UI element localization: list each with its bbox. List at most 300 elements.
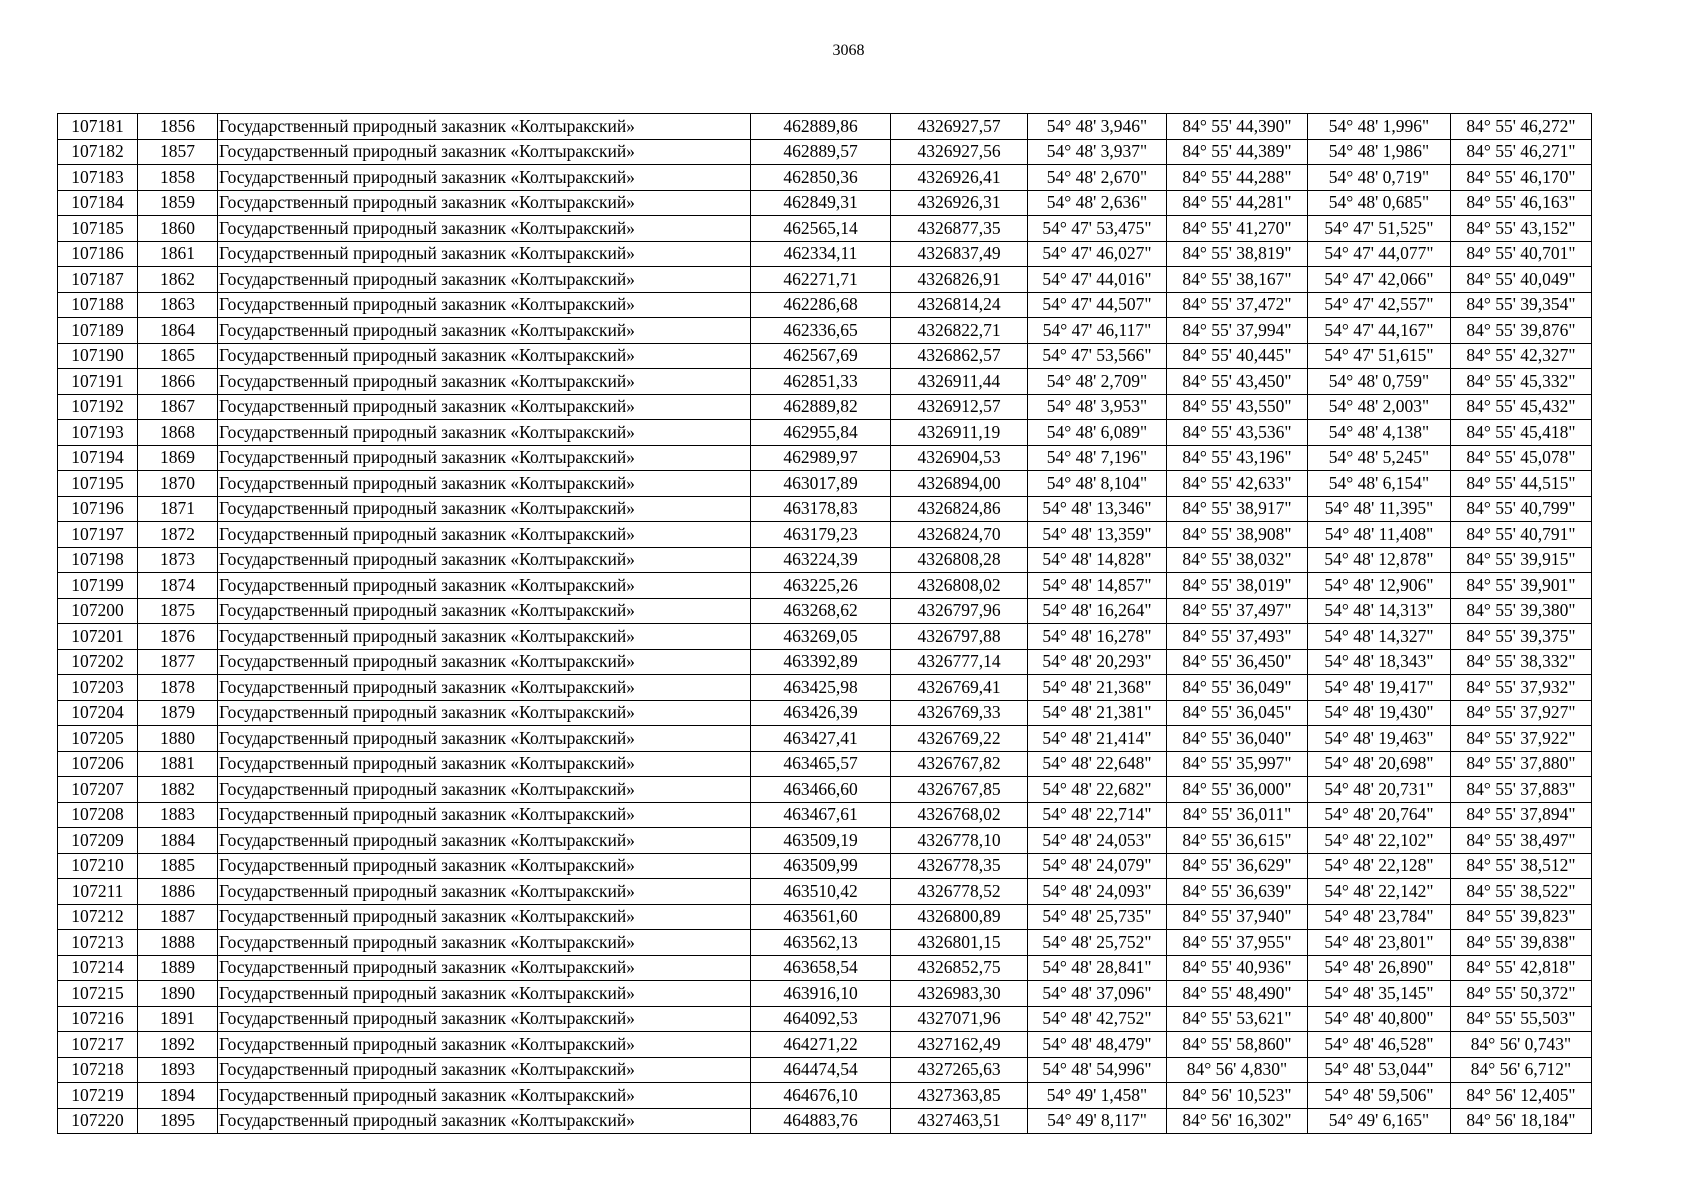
latitude-cell: 54° 47' 53,566" [1028, 343, 1167, 369]
longitude-cell: 84° 55' 36,040" [1167, 726, 1308, 752]
latitude-cell: 54° 49' 1,458" [1028, 1083, 1167, 1109]
longitude-cell: 84° 56' 4,830" [1167, 1057, 1308, 1083]
longitude-cell: 84° 55' 43,196" [1167, 445, 1308, 471]
latitude-cell: 54° 48' 13,346" [1028, 496, 1167, 522]
y-coordinate-cell: 4326801,15 [891, 930, 1028, 956]
y-coordinate-cell: 4326927,56 [891, 139, 1028, 165]
longitude-alt-cell: 84° 55' 43,152" [1451, 216, 1592, 242]
table-row [58, 445, 1592, 471]
table-row [58, 726, 1592, 752]
latitude-cell: 54° 48' 25,752" [1028, 930, 1167, 956]
y-coordinate-cell: 4327265,63 [891, 1057, 1028, 1083]
territory-name-cell: Государственный природный заказник «Колтыракский» [218, 1108, 751, 1134]
longitude-cell: 84° 55' 40,936" [1167, 955, 1308, 981]
longitude-alt-cell: 84° 55' 37,922" [1451, 726, 1592, 752]
x-coordinate-cell: 462850,36 [751, 165, 891, 191]
table-row [58, 267, 1592, 293]
x-coordinate-cell: 464271,22 [751, 1032, 891, 1058]
latitude-alt-cell: 54° 48' 4,138" [1308, 420, 1451, 446]
latitude-alt-cell: 54° 48' 12,906" [1308, 573, 1451, 599]
latitude-alt-cell: 54° 47' 42,066" [1308, 267, 1451, 293]
table-row [58, 394, 1592, 420]
territory-name-cell: Государственный природный заказник «Колтыракский» [218, 139, 751, 165]
latitude-alt-cell: 54° 48' 35,145" [1308, 981, 1451, 1007]
record-id-cell: 107219 [58, 1083, 138, 1109]
y-coordinate-cell: 4326862,57 [891, 343, 1028, 369]
x-coordinate-cell: 463425,98 [751, 675, 891, 701]
latitude-alt-cell: 54° 48' 19,430" [1308, 700, 1451, 726]
latitude-alt-cell: 54° 49' 6,165" [1308, 1108, 1451, 1134]
longitude-cell: 84° 55' 37,994" [1167, 318, 1308, 344]
y-coordinate-cell: 4326911,19 [891, 420, 1028, 446]
point-number-cell: 1884 [138, 828, 218, 854]
table-row [58, 343, 1592, 369]
longitude-alt-cell: 84° 55' 46,272" [1451, 114, 1592, 140]
territory-name-cell: Государственный природный заказник «Колтыракский» [218, 981, 751, 1007]
record-id-cell: 107194 [58, 445, 138, 471]
latitude-cell: 54° 48' 7,196" [1028, 445, 1167, 471]
longitude-alt-cell: 84° 55' 39,901" [1451, 573, 1592, 599]
longitude-cell: 84° 55' 41,270" [1167, 216, 1308, 242]
latitude-cell: 54° 49' 8,117" [1028, 1108, 1167, 1134]
latitude-alt-cell: 54° 48' 20,764" [1308, 802, 1451, 828]
y-coordinate-cell: 4326822,71 [891, 318, 1028, 344]
latitude-cell: 54° 48' 24,079" [1028, 853, 1167, 879]
latitude-alt-cell: 54° 48' 1,986" [1308, 139, 1451, 165]
page-number: 3068 [832, 42, 865, 59]
latitude-cell: 54° 48' 2,636" [1028, 190, 1167, 216]
territory-name-cell: Государственный природный заказник «Колтыракский» [218, 573, 751, 599]
latitude-cell: 54° 48' 13,359" [1028, 522, 1167, 548]
x-coordinate-cell: 463466,60 [751, 777, 891, 803]
y-coordinate-cell: 4326808,28 [891, 547, 1028, 573]
latitude-alt-cell: 54° 48' 18,343" [1308, 649, 1451, 675]
territory-name-cell: Государственный природный заказник «Колтыракский» [218, 1083, 751, 1109]
longitude-cell: 84° 55' 38,167" [1167, 267, 1308, 293]
table-body [58, 114, 1592, 1134]
longitude-alt-cell: 84° 55' 46,163" [1451, 190, 1592, 216]
latitude-cell: 54° 48' 3,946" [1028, 114, 1167, 140]
longitude-cell: 84° 55' 38,019" [1167, 573, 1308, 599]
record-id-cell: 107188 [58, 292, 138, 318]
longitude-alt-cell: 84° 55' 39,354" [1451, 292, 1592, 318]
record-id-cell: 107205 [58, 726, 138, 752]
latitude-alt-cell: 54° 48' 1,996" [1308, 114, 1451, 140]
x-coordinate-cell: 462889,57 [751, 139, 891, 165]
point-number-cell: 1870 [138, 471, 218, 497]
longitude-cell: 84° 55' 58,860" [1167, 1032, 1308, 1058]
record-id-cell: 107187 [58, 267, 138, 293]
longitude-cell: 84° 55' 53,621" [1167, 1006, 1308, 1032]
y-coordinate-cell: 4326824,86 [891, 496, 1028, 522]
x-coordinate-cell: 463509,19 [751, 828, 891, 854]
record-id-cell: 107201 [58, 624, 138, 650]
point-number-cell: 1883 [138, 802, 218, 828]
longitude-alt-cell: 84° 56' 6,712" [1451, 1057, 1592, 1083]
territory-name-cell: Государственный природный заказник «Колтыракский» [218, 700, 751, 726]
longitude-alt-cell: 84° 55' 42,818" [1451, 955, 1592, 981]
y-coordinate-cell: 4327162,49 [891, 1032, 1028, 1058]
point-number-cell: 1888 [138, 930, 218, 956]
table-row [58, 624, 1592, 650]
point-number-cell: 1887 [138, 904, 218, 930]
longitude-alt-cell: 84° 55' 40,791" [1451, 522, 1592, 548]
y-coordinate-cell: 4326767,85 [891, 777, 1028, 803]
record-id-cell: 107217 [58, 1032, 138, 1058]
y-coordinate-cell: 4326797,96 [891, 598, 1028, 624]
x-coordinate-cell: 462851,33 [751, 369, 891, 395]
longitude-cell: 84° 55' 37,955" [1167, 930, 1308, 956]
latitude-alt-cell: 54° 48' 59,506" [1308, 1083, 1451, 1109]
point-number-cell: 1865 [138, 343, 218, 369]
y-coordinate-cell: 4326837,49 [891, 241, 1028, 267]
latitude-cell: 54° 47' 44,507" [1028, 292, 1167, 318]
territory-name-cell: Государственный природный заказник «Колтыракский» [218, 318, 751, 344]
point-number-cell: 1891 [138, 1006, 218, 1032]
coordinates-table [57, 113, 1592, 1134]
longitude-cell: 84° 55' 48,490" [1167, 981, 1308, 1007]
point-number-cell: 1881 [138, 751, 218, 777]
latitude-alt-cell: 54° 48' 22,102" [1308, 828, 1451, 854]
longitude-alt-cell: 84° 55' 39,915" [1451, 547, 1592, 573]
x-coordinate-cell: 462889,86 [751, 114, 891, 140]
table-row [58, 751, 1592, 777]
point-number-cell: 1864 [138, 318, 218, 344]
longitude-cell: 84° 55' 43,550" [1167, 394, 1308, 420]
longitude-cell: 84° 55' 36,011" [1167, 802, 1308, 828]
latitude-alt-cell: 54° 48' 22,128" [1308, 853, 1451, 879]
y-coordinate-cell: 4326904,53 [891, 445, 1028, 471]
x-coordinate-cell: 462989,97 [751, 445, 891, 471]
territory-name-cell: Государственный природный заказник «Колтыракский» [218, 624, 751, 650]
record-id-cell: 107190 [58, 343, 138, 369]
y-coordinate-cell: 4326808,02 [891, 573, 1028, 599]
point-number-cell: 1894 [138, 1083, 218, 1109]
longitude-cell: 84° 55' 42,633" [1167, 471, 1308, 497]
longitude-alt-cell: 84° 55' 39,380" [1451, 598, 1592, 624]
table-row [58, 828, 1592, 854]
y-coordinate-cell: 4326769,22 [891, 726, 1028, 752]
x-coordinate-cell: 463658,54 [751, 955, 891, 981]
x-coordinate-cell: 462889,82 [751, 394, 891, 420]
territory-name-cell: Государственный природный заказник «Колтыракский» [218, 292, 751, 318]
latitude-alt-cell: 54° 48' 40,800" [1308, 1006, 1451, 1032]
latitude-cell: 54° 48' 21,381" [1028, 700, 1167, 726]
longitude-cell: 84° 55' 44,390" [1167, 114, 1308, 140]
table-row [58, 1057, 1592, 1083]
y-coordinate-cell: 4326768,02 [891, 802, 1028, 828]
y-coordinate-cell: 4326778,10 [891, 828, 1028, 854]
y-coordinate-cell: 4326926,31 [891, 190, 1028, 216]
latitude-alt-cell: 54° 47' 42,557" [1308, 292, 1451, 318]
y-coordinate-cell: 4326769,33 [891, 700, 1028, 726]
latitude-alt-cell: 54° 48' 0,719" [1308, 165, 1451, 191]
longitude-alt-cell: 84° 55' 38,332" [1451, 649, 1592, 675]
longitude-cell: 84° 55' 37,940" [1167, 904, 1308, 930]
longitude-alt-cell: 84° 55' 37,932" [1451, 675, 1592, 701]
longitude-cell: 84° 55' 37,472" [1167, 292, 1308, 318]
x-coordinate-cell: 464676,10 [751, 1083, 891, 1109]
longitude-cell: 84° 55' 38,908" [1167, 522, 1308, 548]
longitude-alt-cell: 84° 55' 45,332" [1451, 369, 1592, 395]
latitude-cell: 54° 48' 54,996" [1028, 1057, 1167, 1083]
latitude-alt-cell: 54° 48' 12,878" [1308, 547, 1451, 573]
x-coordinate-cell: 462334,11 [751, 241, 891, 267]
y-coordinate-cell: 4326800,89 [891, 904, 1028, 930]
point-number-cell: 1866 [138, 369, 218, 395]
x-coordinate-cell: 463465,57 [751, 751, 891, 777]
territory-name-cell: Государственный природный заказник «Колтыракский» [218, 547, 751, 573]
record-id-cell: 107191 [58, 369, 138, 395]
table-row [58, 496, 1592, 522]
x-coordinate-cell: 463017,89 [751, 471, 891, 497]
table-row [58, 241, 1592, 267]
latitude-alt-cell: 54° 48' 14,327" [1308, 624, 1451, 650]
longitude-alt-cell: 84° 55' 40,049" [1451, 267, 1592, 293]
latitude-alt-cell: 54° 48' 22,142" [1308, 879, 1451, 905]
territory-name-cell: Государственный природный заказник «Колтыракский» [218, 420, 751, 446]
longitude-alt-cell: 84° 55' 40,799" [1451, 496, 1592, 522]
point-number-cell: 1876 [138, 624, 218, 650]
territory-name-cell: Государственный природный заказник «Колтыракский» [218, 675, 751, 701]
y-coordinate-cell: 4326927,57 [891, 114, 1028, 140]
longitude-alt-cell: 84° 55' 46,271" [1451, 139, 1592, 165]
territory-name-cell: Государственный природный заказник «Колтыракский» [218, 726, 751, 752]
longitude-alt-cell: 84° 55' 37,883" [1451, 777, 1592, 803]
point-number-cell: 1862 [138, 267, 218, 293]
point-number-cell: 1858 [138, 165, 218, 191]
latitude-cell: 54° 48' 3,953" [1028, 394, 1167, 420]
territory-name-cell: Государственный природный заказник «Колтыракский» [218, 394, 751, 420]
table-row [58, 471, 1592, 497]
longitude-alt-cell: 84° 55' 50,372" [1451, 981, 1592, 1007]
point-number-cell: 1869 [138, 445, 218, 471]
longitude-alt-cell: 84° 55' 37,894" [1451, 802, 1592, 828]
record-id-cell: 107216 [58, 1006, 138, 1032]
latitude-alt-cell: 54° 48' 20,698" [1308, 751, 1451, 777]
record-id-cell: 107193 [58, 420, 138, 446]
point-number-cell: 1889 [138, 955, 218, 981]
latitude-alt-cell: 54° 48' 19,463" [1308, 726, 1451, 752]
longitude-alt-cell: 84° 55' 45,418" [1451, 420, 1592, 446]
territory-name-cell: Государственный природный заказник «Колтыракский» [218, 955, 751, 981]
point-number-cell: 1874 [138, 573, 218, 599]
x-coordinate-cell: 463916,10 [751, 981, 891, 1007]
table-row [58, 904, 1592, 930]
latitude-cell: 54° 48' 2,670" [1028, 165, 1167, 191]
territory-name-cell: Государственный природный заказник «Колтыракский» [218, 369, 751, 395]
table-row [58, 955, 1592, 981]
territory-name-cell: Государственный природный заказник «Колтыракский» [218, 904, 751, 930]
x-coordinate-cell: 463178,83 [751, 496, 891, 522]
latitude-cell: 54° 48' 8,104" [1028, 471, 1167, 497]
x-coordinate-cell: 463561,60 [751, 904, 891, 930]
territory-name-cell: Государственный природный заказник «Колтыракский» [218, 496, 751, 522]
longitude-alt-cell: 84° 55' 39,838" [1451, 930, 1592, 956]
point-number-cell: 1867 [138, 394, 218, 420]
latitude-alt-cell: 54° 48' 5,245" [1308, 445, 1451, 471]
latitude-alt-cell: 54° 47' 44,167" [1308, 318, 1451, 344]
latitude-cell: 54° 48' 21,368" [1028, 675, 1167, 701]
latitude-alt-cell: 54° 48' 26,890" [1308, 955, 1451, 981]
record-id-cell: 107202 [58, 649, 138, 675]
y-coordinate-cell: 4326912,57 [891, 394, 1028, 420]
longitude-alt-cell: 84° 56' 12,405" [1451, 1083, 1592, 1109]
latitude-cell: 54° 47' 53,475" [1028, 216, 1167, 242]
record-id-cell: 107207 [58, 777, 138, 803]
record-id-cell: 107211 [58, 879, 138, 905]
territory-name-cell: Государственный природный заказник «Колтыракский» [218, 930, 751, 956]
latitude-cell: 54° 47' 46,117" [1028, 318, 1167, 344]
y-coordinate-cell: 4327071,96 [891, 1006, 1028, 1032]
latitude-cell: 54° 48' 16,278" [1028, 624, 1167, 650]
longitude-alt-cell: 84° 55' 40,701" [1451, 241, 1592, 267]
table-row [58, 420, 1592, 446]
latitude-alt-cell: 54° 47' 51,615" [1308, 343, 1451, 369]
latitude-cell: 54° 48' 16,264" [1028, 598, 1167, 624]
x-coordinate-cell: 463224,39 [751, 547, 891, 573]
longitude-alt-cell: 84° 55' 38,512" [1451, 853, 1592, 879]
record-id-cell: 107218 [58, 1057, 138, 1083]
longitude-alt-cell: 84° 55' 39,375" [1451, 624, 1592, 650]
table-row [58, 318, 1592, 344]
territory-name-cell: Государственный природный заказник «Колтыракский» [218, 1032, 751, 1058]
y-coordinate-cell: 4326826,91 [891, 267, 1028, 293]
x-coordinate-cell: 463509,99 [751, 853, 891, 879]
territory-name-cell: Государственный природный заказник «Колтыракский» [218, 471, 751, 497]
latitude-alt-cell: 54° 48' 19,417" [1308, 675, 1451, 701]
latitude-cell: 54° 48' 42,752" [1028, 1006, 1167, 1032]
record-id-cell: 107186 [58, 241, 138, 267]
territory-name-cell: Государственный природный заказник «Колтыракский» [218, 241, 751, 267]
longitude-alt-cell: 84° 55' 37,927" [1451, 700, 1592, 726]
longitude-cell: 84° 55' 37,493" [1167, 624, 1308, 650]
point-number-cell: 1877 [138, 649, 218, 675]
point-number-cell: 1885 [138, 853, 218, 879]
table-row [58, 1083, 1592, 1109]
longitude-alt-cell: 84° 55' 45,432" [1451, 394, 1592, 420]
latitude-cell: 54° 48' 37,096" [1028, 981, 1167, 1007]
longitude-alt-cell: 84° 56' 0,743" [1451, 1032, 1592, 1058]
latitude-alt-cell: 54° 48' 11,395" [1308, 496, 1451, 522]
longitude-alt-cell: 84° 56' 18,184" [1451, 1108, 1592, 1134]
latitude-cell: 54° 48' 14,857" [1028, 573, 1167, 599]
table-row [58, 777, 1592, 803]
territory-name-cell: Государственный природный заказник «Колтыракский» [218, 598, 751, 624]
table-row [58, 1032, 1592, 1058]
point-number-cell: 1868 [138, 420, 218, 446]
y-coordinate-cell: 4326769,41 [891, 675, 1028, 701]
record-id-cell: 107196 [58, 496, 138, 522]
y-coordinate-cell: 4326777,14 [891, 649, 1028, 675]
table-row [58, 649, 1592, 675]
longitude-alt-cell: 84° 55' 37,880" [1451, 751, 1592, 777]
longitude-cell: 84° 55' 35,997" [1167, 751, 1308, 777]
longitude-alt-cell: 84° 55' 55,503" [1451, 1006, 1592, 1032]
x-coordinate-cell: 462336,65 [751, 318, 891, 344]
y-coordinate-cell: 4326778,52 [891, 879, 1028, 905]
record-id-cell: 107214 [58, 955, 138, 981]
table-row [58, 292, 1592, 318]
table-row [58, 981, 1592, 1007]
y-coordinate-cell: 4326911,44 [891, 369, 1028, 395]
point-number-cell: 1895 [138, 1108, 218, 1134]
longitude-cell: 84° 55' 43,536" [1167, 420, 1308, 446]
record-id-cell: 107215 [58, 981, 138, 1007]
territory-name-cell: Государственный природный заказник «Колтыракский» [218, 828, 751, 854]
table-row [58, 190, 1592, 216]
longitude-cell: 84° 55' 38,917" [1167, 496, 1308, 522]
record-id-cell: 107203 [58, 675, 138, 701]
territory-name-cell: Государственный природный заказник «Колтыракский» [218, 445, 751, 471]
latitude-alt-cell: 54° 48' 23,801" [1308, 930, 1451, 956]
record-id-cell: 107198 [58, 547, 138, 573]
point-number-cell: 1873 [138, 547, 218, 573]
x-coordinate-cell: 462271,71 [751, 267, 891, 293]
table-row [58, 114, 1592, 140]
x-coordinate-cell: 463268,62 [751, 598, 891, 624]
longitude-cell: 84° 55' 36,049" [1167, 675, 1308, 701]
latitude-cell: 54° 48' 24,093" [1028, 879, 1167, 905]
longitude-cell: 84° 55' 44,389" [1167, 139, 1308, 165]
point-number-cell: 1863 [138, 292, 218, 318]
table-row [58, 522, 1592, 548]
x-coordinate-cell: 464092,53 [751, 1006, 891, 1032]
latitude-cell: 54° 47' 46,027" [1028, 241, 1167, 267]
latitude-alt-cell: 54° 48' 14,313" [1308, 598, 1451, 624]
record-id-cell: 107192 [58, 394, 138, 420]
y-coordinate-cell: 4327463,51 [891, 1108, 1028, 1134]
table-row [58, 1006, 1592, 1032]
record-id-cell: 107209 [58, 828, 138, 854]
x-coordinate-cell: 463426,39 [751, 700, 891, 726]
table-row [58, 139, 1592, 165]
latitude-alt-cell: 54° 47' 44,077" [1308, 241, 1451, 267]
x-coordinate-cell: 462565,14 [751, 216, 891, 242]
longitude-cell: 84° 55' 43,450" [1167, 369, 1308, 395]
territory-name-cell: Государственный природный заказник «Колтыракский» [218, 777, 751, 803]
latitude-alt-cell: 54° 48' 23,784" [1308, 904, 1451, 930]
x-coordinate-cell: 463225,26 [751, 573, 891, 599]
territory-name-cell: Государственный природный заказник «Колтыракский» [218, 853, 751, 879]
longitude-alt-cell: 84° 55' 38,497" [1451, 828, 1592, 854]
y-coordinate-cell: 4326894,00 [891, 471, 1028, 497]
record-id-cell: 107181 [58, 114, 138, 140]
record-id-cell: 107184 [58, 190, 138, 216]
x-coordinate-cell: 464474,54 [751, 1057, 891, 1083]
longitude-cell: 84° 55' 36,045" [1167, 700, 1308, 726]
x-coordinate-cell: 462286,68 [751, 292, 891, 318]
y-coordinate-cell: 4326814,24 [891, 292, 1028, 318]
territory-name-cell: Государственный природный заказник «Колтыракский» [218, 216, 751, 242]
longitude-cell: 84° 55' 44,281" [1167, 190, 1308, 216]
point-number-cell: 1882 [138, 777, 218, 803]
latitude-alt-cell: 54° 48' 6,154" [1308, 471, 1451, 497]
point-number-cell: 1893 [138, 1057, 218, 1083]
record-id-cell: 107199 [58, 573, 138, 599]
record-id-cell: 107208 [58, 802, 138, 828]
y-coordinate-cell: 4326778,35 [891, 853, 1028, 879]
latitude-cell: 54° 48' 24,053" [1028, 828, 1167, 854]
territory-name-cell: Государственный природный заказник «Колтыракский» [218, 802, 751, 828]
record-id-cell: 107195 [58, 471, 138, 497]
territory-name-cell: Государственный природный заказник «Колтыракский» [218, 343, 751, 369]
table-row [58, 675, 1592, 701]
longitude-cell: 84° 55' 38,819" [1167, 241, 1308, 267]
territory-name-cell: Государственный природный заказник «Колтыракский» [218, 1006, 751, 1032]
table-row [58, 573, 1592, 599]
latitude-alt-cell: 54° 48' 0,685" [1308, 190, 1451, 216]
